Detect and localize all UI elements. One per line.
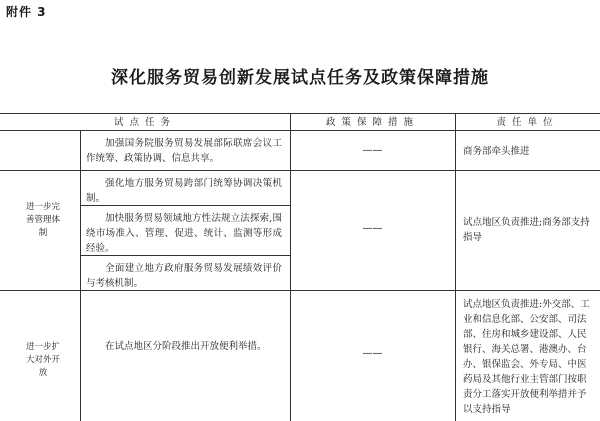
task-row-2: 强化地方服务贸易跨部门统筹协调决策机制。	[86, 178, 282, 204]
category-opening: 进一步扩大对外开放	[25, 342, 60, 378]
header-divider	[0, 130, 600, 131]
col-divider-1	[80, 130, 81, 421]
responsible-rows-2-4: 试点地区负责推进;商务部支持指导	[463, 217, 590, 243]
col-divider-3	[455, 113, 456, 421]
task-row-4: 全面建立地方政府服务贸易发展绩效评价与考核机制。	[86, 263, 282, 289]
task-row-5: 在试点地区分阶段推出开放便利举措。	[105, 341, 267, 352]
table-border-top	[0, 113, 600, 114]
policy-row-1: ——	[362, 145, 383, 156]
policy-rows-2-4: ——	[362, 223, 383, 234]
category-management: 进一步完善管理体制	[25, 202, 60, 238]
tasks-table	[0, 113, 600, 421]
task-row-1: 加强国务院服务贸易发展部际联席会议工作统筹、政策协调、信息共享。	[86, 138, 282, 164]
row-divider-1	[0, 170, 600, 171]
header-responsible: 责任单位	[496, 117, 559, 128]
document-title: 深化服务贸易创新发展试点任务及政策保障措施	[111, 68, 489, 88]
policy-row-5: ——	[362, 348, 383, 359]
task-row-3: 加快服务贸易领域地方性法规立法探索,围绕市场准入、管理、促进、统计、监测等形成经验。	[86, 213, 282, 254]
annex-label: 附件 3	[6, 5, 47, 19]
responsible-row-1: 商务部牵头推进	[463, 146, 530, 157]
header-policy: 政策保障措施	[325, 117, 419, 128]
col-divider-2	[290, 113, 291, 421]
responsible-row-5: 试点地区负责推进:外交部、工业和信息化部、公安部、司法部、住房和城乡建设部、人民银行、海关总署、港澳办、台办、银保监会、外专局、中医药局及其他行业主管部门按职责分工落实开放便利举措并予以支持指导	[463, 299, 590, 415]
header-task: 试点任务	[113, 117, 176, 128]
